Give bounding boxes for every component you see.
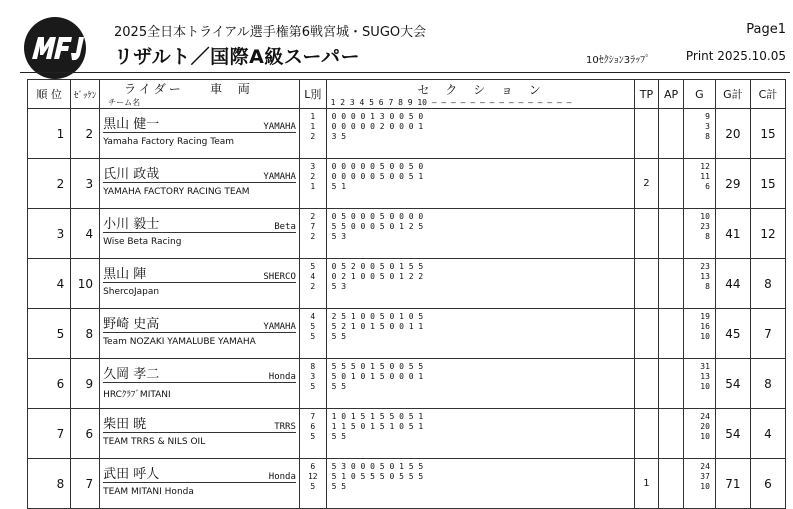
table-row [28, 109, 786, 159]
lap-value: 2 [310, 232, 316, 241]
g-value: 31 [700, 362, 710, 371]
section-scores-line: 5 3 [331, 232, 347, 241]
rider-name: 小川 毅士 [103, 217, 160, 232]
section-scores-cell [326, 209, 634, 259]
section-scores-line: 5 3 [331, 282, 347, 291]
lap-value: 12 [307, 472, 318, 481]
section-scores-line: 1 1 5 0 1 5 1 0 5 1 [331, 422, 424, 431]
tp-cell [634, 259, 659, 309]
g-value: 24 [700, 462, 710, 471]
section-scores-line: 5 5 [331, 382, 347, 391]
tp-cell [634, 409, 659, 459]
g-value: 13 [700, 372, 710, 381]
section-scores-line: 0 5 2 0 0 5 0 1 5 5 [331, 262, 424, 271]
rank-cell: 1 [28, 109, 71, 159]
header-g: G [683, 80, 715, 109]
team-name: YAMAHA FACTORY RACING TEAM [103, 187, 250, 197]
team-name: TEAM TRRS & NILS OIL [103, 437, 206, 447]
header-lap: L別 [299, 80, 326, 109]
table-header-row [28, 80, 786, 109]
machine-maker: YAMAHA [263, 122, 296, 132]
g-total-cell: 44 [715, 259, 750, 309]
header-bib: ｾﾞｯｹﾝ [71, 80, 100, 109]
g-total-cell: 54 [715, 359, 750, 409]
g-value: 23 [700, 262, 710, 271]
g-value: 8 [705, 232, 710, 241]
lap-value: 1 [310, 182, 316, 191]
lap-value: 7 [310, 222, 316, 231]
c-total-cell: 8 [750, 259, 785, 309]
lap-value: 5 [310, 382, 316, 391]
rider-line [103, 211, 296, 233]
lap-cell [299, 209, 326, 259]
section-scores-line: 0 0 0 0 0 5 0 0 5 0 [331, 162, 424, 171]
lap-value: 2 [310, 212, 316, 221]
lap-value: 5 [310, 322, 316, 331]
rider-line [103, 311, 296, 333]
section-scores-line: 0 5 0 0 0 5 0 0 0 0 [331, 212, 424, 221]
c-total-cell: 4 [750, 409, 785, 459]
header-tp: TP [634, 80, 659, 109]
lap-value: 1 [310, 122, 316, 131]
g-total-cell: 20 [715, 109, 750, 159]
print-date: Print 2025.10.05 [685, 49, 786, 63]
header-c-total: C計 [750, 80, 785, 109]
tp-cell [634, 309, 659, 359]
section-scores-cell [326, 109, 634, 159]
section-scores-cell [326, 459, 634, 509]
section-scores-cell [326, 409, 634, 459]
g-value: 6 [705, 182, 710, 191]
ap-cell [659, 309, 684, 359]
g-value: 10 [700, 382, 710, 391]
c-total-cell: 7 [750, 309, 785, 359]
c-total-cell: 12 [750, 209, 785, 259]
g-value: 19 [700, 312, 710, 321]
lap-value: 3 [310, 372, 316, 381]
rider-cell [100, 359, 300, 409]
g-value: 12 [700, 162, 710, 171]
bib-number-cell: 4 [71, 209, 100, 259]
rank-cell: 4 [28, 259, 71, 309]
rider-name: 黒山 陣 [103, 267, 147, 282]
section-scores-line: 5 5 [331, 432, 347, 441]
team-name: ShercoJapan [103, 287, 160, 297]
section-scores-line: 0 0 0 0 0 5 0 0 5 1 [331, 172, 424, 181]
c-total-cell: 15 [750, 159, 785, 209]
g-value: 10 [700, 432, 710, 441]
table-row [28, 159, 786, 209]
rider-line [103, 111, 296, 133]
machine-maker: YAMAHA [263, 172, 296, 182]
table-row [28, 359, 786, 409]
lap-value: 2 [310, 132, 316, 141]
g-value: 10 [700, 332, 710, 341]
tp-cell [634, 209, 659, 259]
team-name: HRCｸﾗﾌﾞMITANI [103, 390, 171, 400]
header-section-numbers: 1 2 3 4 5 6 7 8 9 10 — — — — — — — — — — — — — — — [330, 98, 572, 107]
bib-number-cell: 7 [71, 459, 100, 509]
rider-name: 久岡 孝二 [103, 367, 160, 382]
lap-value: 8 [310, 362, 316, 371]
g-total-cell: 71 [715, 459, 750, 509]
bib-number-cell: 9 [71, 359, 100, 409]
c-total-cell: 8 [750, 359, 785, 409]
result-title: リザルト／国際A級スーパー [114, 46, 360, 68]
lap-cell [299, 259, 326, 309]
section-scores-line: 5 5 [331, 482, 347, 491]
section-scores-line: 5 5 5 0 1 5 0 0 5 5 [331, 362, 424, 371]
section-scores-line: 3 5 [331, 132, 347, 141]
lap-value: 5 [310, 432, 316, 441]
rank-cell: 5 [28, 309, 71, 359]
lap-value: 4 [310, 312, 316, 321]
header-rank: 順 位 [28, 80, 71, 109]
rank-cell: 7 [28, 409, 71, 459]
g-total-cell: 45 [715, 309, 750, 359]
section-scores-cell [326, 159, 634, 209]
table-row [28, 409, 786, 459]
lap-value: 4 [310, 272, 316, 281]
rider-cell [100, 209, 300, 259]
results-table [27, 79, 786, 509]
tp-cell: 2 [634, 159, 659, 209]
g-cell [683, 409, 715, 459]
header-machine-label: 車 両 [210, 82, 256, 96]
section-scores-line: 5 5 0 0 0 5 0 1 2 5 [331, 222, 424, 231]
machine-maker: Honda [268, 372, 296, 382]
rider-line [103, 461, 296, 483]
g-total-cell: 29 [715, 159, 750, 209]
ap-cell [659, 259, 684, 309]
header-rider [100, 80, 300, 109]
bib-number-cell: 10 [71, 259, 100, 309]
machine-maker: YAMAHA [263, 322, 296, 332]
rider-line [103, 261, 296, 283]
bib-number-cell: 8 [71, 309, 100, 359]
g-value: 10 [700, 482, 710, 491]
section-scores-line: 5 3 0 0 0 5 0 1 5 5 [331, 462, 424, 471]
g-value: 23 [700, 222, 710, 231]
table-row [28, 459, 786, 509]
bib-number-cell: 3 [71, 159, 100, 209]
header-section-label: セ ク シ ョ ン [417, 83, 547, 97]
g-cell [683, 209, 715, 259]
section-scores-line: 2 5 1 0 0 5 0 1 0 5 [331, 312, 424, 321]
tp-cell: 1 [634, 459, 659, 509]
team-name: Yamaha Factory Racing Team [103, 137, 235, 147]
rider-name: 氏川 政哉 [103, 167, 160, 182]
machine-maker: TRRS [274, 422, 296, 432]
tp-cell [634, 109, 659, 159]
event-title: 2025全日本トライアル選手権第6戦宮城・SUGO大会 [114, 25, 427, 40]
lap-value: 6 [310, 462, 316, 471]
rank-cell: 2 [28, 159, 71, 209]
bib-number-cell: 6 [71, 409, 100, 459]
team-name: Team NOZAKI YAMALUBE YAMAHA [103, 337, 256, 347]
header-ap: AP [659, 80, 684, 109]
ap-cell [659, 109, 684, 159]
g-value: 20 [700, 422, 710, 431]
g-cell [683, 159, 715, 209]
section-scores-line: 0 0 0 0 1 3 0 0 5 0 [331, 112, 424, 121]
rider-line [103, 411, 296, 433]
lap-value: 5 [310, 262, 316, 271]
lap-value: 5 [310, 332, 316, 341]
team-name: Wise Beta Racing [103, 237, 182, 247]
table-row [28, 309, 786, 359]
header-rider-label: ライダー [124, 82, 184, 96]
header-team-label: チーム名 [108, 98, 141, 107]
section-scores-line: 5 0 1 0 1 5 0 0 0 1 [331, 372, 424, 381]
rider-cell [100, 159, 300, 209]
section-scores-line: 5 2 1 0 1 5 0 0 1 1 [331, 322, 424, 331]
section-scores-line: 5 5 [331, 332, 347, 341]
section-scores-line: 0 2 1 0 0 5 0 1 2 2 [331, 272, 424, 281]
g-value: 37 [700, 472, 710, 481]
rider-name: 野崎 史高 [103, 317, 160, 332]
lap-cell [299, 109, 326, 159]
g-value: 16 [700, 322, 710, 331]
rank-cell: 3 [28, 209, 71, 259]
g-cell [683, 309, 715, 359]
section-info: 10ｾｸｼｮﾝ3ﾗｯﾌﾟ [586, 55, 651, 66]
header-divider [20, 72, 790, 73]
ap-cell [659, 409, 684, 459]
lap-value: 2 [310, 172, 316, 181]
lap-cell [299, 409, 326, 459]
lap-value: 6 [310, 422, 316, 431]
section-scores-line: 5 1 [331, 182, 347, 191]
g-value: 10 [700, 212, 710, 221]
rank-cell: 8 [28, 459, 71, 509]
section-scores-cell [326, 309, 634, 359]
ap-cell [659, 159, 684, 209]
rider-line [103, 361, 296, 383]
c-total-cell: 15 [750, 109, 785, 159]
lap-value: 1 [310, 112, 316, 121]
rider-name: 柴田 暁 [103, 417, 147, 432]
rider-cell [100, 409, 300, 459]
g-cell [683, 259, 715, 309]
ap-cell [659, 209, 684, 259]
c-total-cell: 6 [750, 459, 785, 509]
g-value: 8 [705, 132, 710, 141]
g-value: 3 [705, 122, 710, 131]
section-scores-line: 5 1 0 5 5 5 0 5 5 5 [331, 472, 424, 481]
section-scores-line: 0 0 0 0 0 2 0 0 0 1 [331, 122, 424, 131]
ap-cell [659, 359, 684, 409]
lap-value: 5 [310, 482, 316, 491]
table-row [28, 209, 786, 259]
lap-cell [299, 309, 326, 359]
g-cell [683, 109, 715, 159]
rider-cell [100, 309, 300, 359]
lap-value: 7 [310, 412, 316, 421]
rider-name: 武田 呼人 [103, 467, 160, 482]
rank-cell: 6 [28, 359, 71, 409]
section-scores-line: 1 0 1 5 1 5 5 0 5 1 [331, 412, 424, 421]
g-cell [683, 359, 715, 409]
g-cell [683, 459, 715, 509]
g-total-cell: 54 [715, 409, 750, 459]
section-scores-cell [326, 259, 634, 309]
g-value: 11 [700, 172, 710, 181]
lap-value: 3 [310, 162, 316, 171]
machine-maker: Beta [274, 222, 296, 232]
header-g-total: G計 [715, 80, 750, 109]
section-scores-cell [326, 359, 634, 409]
g-value: 8 [705, 282, 710, 291]
header-section [326, 80, 634, 109]
rider-cell [100, 109, 300, 159]
machine-maker: Honda [268, 472, 296, 482]
tp-cell [634, 359, 659, 409]
team-name: TEAM MITANI Honda [103, 487, 194, 497]
lap-cell [299, 459, 326, 509]
rider-cell [100, 459, 300, 509]
page-number: Page1 [746, 22, 786, 37]
lap-value: 2 [310, 282, 316, 291]
g-total-cell: 41 [715, 209, 750, 259]
g-value: 13 [700, 272, 710, 281]
machine-maker: SHERCO [263, 272, 296, 282]
lap-cell [299, 159, 326, 209]
table-row [28, 259, 786, 309]
bib-number-cell: 2 [71, 109, 100, 159]
rider-cell [100, 259, 300, 309]
g-value: 24 [700, 412, 710, 421]
g-value: 9 [705, 112, 710, 121]
rider-name: 黒山 健一 [103, 117, 160, 132]
ap-cell [659, 459, 684, 509]
lap-cell [299, 359, 326, 409]
rider-line [103, 161, 296, 183]
